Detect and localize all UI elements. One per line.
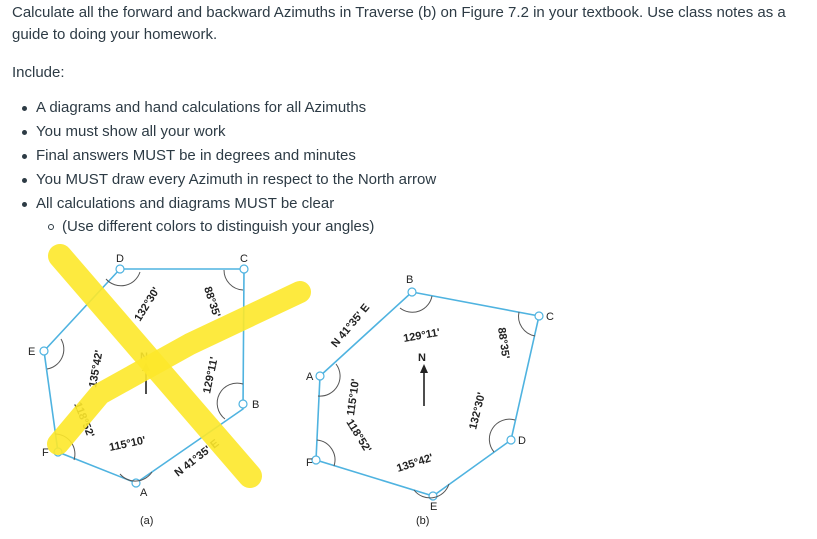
angle-arc bbox=[217, 383, 243, 419]
station-label-e: E bbox=[430, 501, 438, 513]
station-marker-c bbox=[240, 265, 248, 273]
angle-label-e: 135°42' bbox=[87, 349, 106, 389]
angle-label-c: 88°35' bbox=[201, 285, 223, 319]
angle-arc bbox=[47, 339, 64, 369]
angle-label-f: 118°52' bbox=[71, 400, 97, 440]
station-label-a: A bbox=[140, 487, 148, 499]
angle-label-d: 132°30' bbox=[467, 391, 489, 431]
list-item: All calculations and diagrams MUST be clear bbox=[36, 192, 436, 216]
station-label-b: B bbox=[406, 274, 414, 286]
angle-label-a: 115°10' bbox=[108, 434, 147, 454]
list-item: A diagrams and hand calculations for all Azimuths bbox=[36, 96, 436, 120]
north-label: N bbox=[418, 352, 426, 364]
station-marker-d bbox=[507, 436, 515, 444]
angle-label-b: 129°11' bbox=[201, 355, 221, 395]
traverse-figure bbox=[0, 244, 817, 539]
station-marker-e bbox=[429, 492, 437, 500]
station-label-c: C bbox=[240, 253, 248, 265]
angle-label-e: 135°42' bbox=[395, 451, 435, 475]
figure-caption-a: (a) bbox=[140, 515, 154, 527]
angle-label-d: 132°30' bbox=[132, 285, 163, 324]
north-label: N bbox=[140, 351, 148, 363]
station-marker-f bbox=[312, 456, 320, 464]
requirements-list bbox=[0, 96, 436, 216]
traverse-b bbox=[306, 274, 554, 527]
angle-arc bbox=[224, 270, 243, 290]
station-marker-d bbox=[116, 265, 124, 273]
angle-arc bbox=[519, 312, 535, 336]
bearing-label: N 41°35' E bbox=[172, 437, 222, 480]
list-item: You MUST draw every Azimuth in respect to the North arrow bbox=[36, 168, 436, 192]
traverse-a bbox=[28, 253, 300, 527]
station-label-f: F bbox=[306, 457, 313, 469]
station-marker-b bbox=[408, 288, 416, 296]
station-label-f: F bbox=[42, 447, 49, 459]
station-marker-a bbox=[132, 479, 140, 487]
station-label-d: D bbox=[518, 435, 526, 447]
station-marker-e bbox=[40, 347, 48, 355]
list-item: (Use different colors to distinguish your angles) bbox=[62, 216, 374, 238]
station-marker-a bbox=[316, 372, 324, 380]
station-label-e: E bbox=[28, 346, 36, 358]
station-label-b: B bbox=[252, 399, 260, 411]
station-marker-c bbox=[535, 312, 543, 320]
list-item: You must show all your work bbox=[36, 120, 436, 144]
station-label-c: C bbox=[546, 311, 554, 323]
station-label-d: D bbox=[116, 253, 124, 265]
north-arrow-head bbox=[420, 364, 428, 373]
include-label: Include: bbox=[12, 64, 65, 81]
angle-label-b: 129°11' bbox=[402, 326, 441, 345]
assignment-intro: Calculate all the forward and backward Azimuths in Traverse (b) on Figure 7.2 in your textbook. Use class notes as a guide to doing your homework. bbox=[12, 4, 786, 43]
station-label-a: A bbox=[306, 371, 314, 383]
sub-requirements-list bbox=[0, 216, 374, 238]
station-marker-b bbox=[239, 400, 247, 408]
angle-label-c: 88°35' bbox=[495, 326, 512, 360]
figure-caption-b: (b) bbox=[416, 515, 430, 527]
angle-label-f: 118°52' bbox=[343, 417, 374, 455]
list-item: Final answers MUST be in degrees and minutes bbox=[36, 144, 436, 168]
angle-label-a: 115°10' bbox=[345, 378, 363, 417]
bearing-label: N 41°35' E bbox=[329, 301, 373, 350]
